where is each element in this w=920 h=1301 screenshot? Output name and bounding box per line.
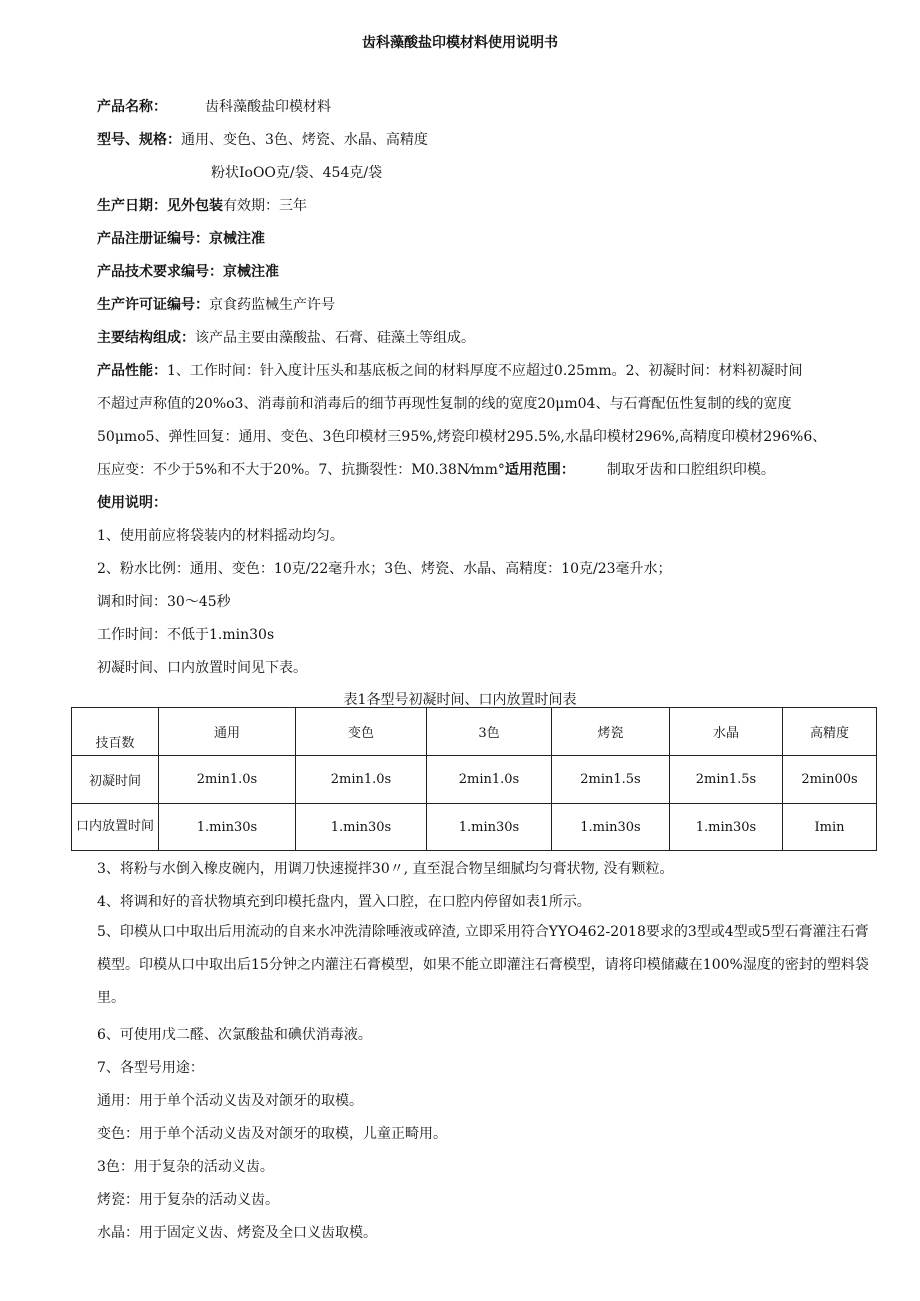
license-value: 京食药监械生产许号	[209, 297, 335, 313]
performance-line-2: 不超过声称值的20%o3、消毒前和消毒后的细节再现性复制的线的宽度20μm04、与石膏配伍性复制的线的宽度	[97, 396, 792, 412]
production-line	[97, 195, 307, 215]
model-value: 通用、变色、3色、烤瓷、水晶、高精度	[181, 132, 428, 148]
scope-label: 适用范围：	[504, 462, 575, 478]
table-header-cell: 变色	[296, 708, 427, 756]
product-name-value: 齿科藻酸盐印模材料	[205, 99, 331, 115]
use-item: 变色：用于单个活动义齿及对颌牙的取模，儿童正畸用。	[97, 1126, 447, 1142]
table-row	[72, 804, 877, 851]
table-header-cell: 高精度	[783, 708, 877, 756]
table-row-label: 口内放置时间	[72, 804, 159, 851]
table-header-cell: 通用	[159, 708, 296, 756]
table-intro: 初凝时间、口内放置时间见下表。	[97, 660, 307, 676]
use-item: 3色：用于复杂的活动义齿。	[97, 1159, 274, 1175]
product-name-line	[97, 96, 331, 116]
spec-value: 粉状IoOO克/袋、454克/袋	[211, 165, 383, 181]
table-cell: 1.min30s	[670, 804, 783, 851]
table-header-cell: 烤瓷	[552, 708, 670, 756]
table-caption: 表1各型号初凝时间、口内放置时间表	[343, 692, 577, 708]
model-line	[97, 129, 428, 149]
structure-label: 主要结构组成：	[97, 330, 195, 346]
registration-line	[97, 228, 265, 248]
step-6: 6、可使用戊二醛、次氯酸盐和碘伏消毒液。	[97, 1027, 372, 1043]
performance-text-4: 压应变：不少于5%和不大于20%。7、抗撕裂性：M0.38N⁄mm°	[97, 462, 505, 478]
usage-step-2: 2、粉水比例：通用、变色：10克/22毫升水；3色、烤瓷、水晶、高精度：10克/23毫升水；	[97, 561, 672, 577]
registration-value: 京械注准	[209, 231, 265, 247]
table-cell: 1.min30s	[296, 804, 427, 851]
table-header-row	[72, 708, 877, 756]
performance-line-1	[97, 360, 803, 380]
table-cell: 2min1.0s	[427, 756, 552, 804]
spec-line	[211, 162, 382, 182]
scope-value: 制取牙齿和口腔组织印模。	[606, 462, 775, 478]
step-5: 5、印模从口中取出后用流动的自来水冲洗清除唾液或碎渣, 立即采用符合YYO462-2018要求的3型或4型或5型石膏灌注石膏模型。印模从口中取出后15分钟之内灌注石膏模型，如果不能立即灌注石膏模型，请将印模储藏在100%湿度的密封的塑料袋里。	[97, 924, 869, 1006]
table-cell: 2min00s	[783, 756, 877, 804]
table-cell: 1.min30s	[427, 804, 552, 851]
table-cell: 2min1.5s	[670, 756, 783, 804]
usage-heading: 使用说明：	[97, 495, 167, 511]
performance-line-3: 50μmo5、弹性回复：通用、变色、3色印模材三95%,烤瓷印模材295.5%,水晶印模材296%,高精度印模材296%6、	[97, 429, 827, 445]
table-header-cell: 水晶	[670, 708, 783, 756]
tech-req-line	[97, 261, 279, 281]
mix-time: 调和时间：30～45秒	[97, 594, 231, 610]
usage-step-1: 1、使用前应将袋装内的材料摇动均匀。	[97, 528, 344, 544]
performance-label: 产品性能：	[97, 363, 167, 379]
document-title: 齿科藻酸盐印模材料使用说明书	[362, 35, 558, 51]
validity: 有效期：三年	[223, 198, 307, 214]
registration-label: 产品注册证编号：	[97, 231, 209, 247]
tech-req-label: 产品技术要求编号：	[97, 264, 223, 280]
production-value: 见外包装	[167, 198, 223, 214]
product-name-label: 产品名称：	[97, 99, 167, 115]
table-cell: Imin	[783, 804, 877, 851]
use-item: 烤瓷：用于复杂的活动义齿。	[97, 1192, 279, 1208]
table-cell: 2min1.0s	[296, 756, 427, 804]
license-line	[97, 294, 335, 314]
step-4: 4、将调和好的音状物填充到印模托盘内，置入口腔，在口腔内停留如表1所示。	[97, 894, 591, 910]
table-cell: 1.min30s	[159, 804, 296, 851]
table-row-label: 初凝时间	[72, 756, 159, 804]
structure-line	[97, 327, 475, 347]
table-row	[72, 756, 877, 804]
use-item: 通用：用于单个活动义齿及对颌牙的取模。	[97, 1093, 363, 1109]
model-label: 型号、规格：	[97, 132, 181, 148]
step-3: 3、将粉与水倒入橡皮碗内，用调刀快速搅拌30〃, 直至混合物呈细腻均匀膏状物, 没有颗粒。	[97, 861, 674, 877]
use-item: 水晶：用于固定义齿、烤瓷及全口义齿取模。	[97, 1225, 377, 1241]
performance-line-4	[97, 459, 775, 479]
table-corner-header: 技百数	[72, 708, 159, 756]
structure-value: 该产品主要由藻酸盐、石膏、硅藻土等组成。	[195, 330, 475, 346]
performance-text-1: 1、工作时间：针入度计压头和基底板之间的材料厚度不应超过0.25mm。2、初凝时间：材料初凝时间	[167, 363, 803, 379]
work-time: 工作时间：不低于1.min30s	[97, 627, 275, 643]
tech-req-value: 京械注准	[223, 264, 279, 280]
table-header-cell: 3色	[427, 708, 552, 756]
setting-time-table	[71, 707, 877, 851]
table-cell: 2min1.5s	[552, 756, 670, 804]
table-cell: 2min1.0s	[159, 756, 296, 804]
license-label: 生产许可证编号：	[97, 297, 209, 313]
table-cell: 1.min30s	[552, 804, 670, 851]
production-label: 生产日期：	[97, 198, 167, 214]
step-7: 7、各型号用途：	[97, 1060, 204, 1076]
